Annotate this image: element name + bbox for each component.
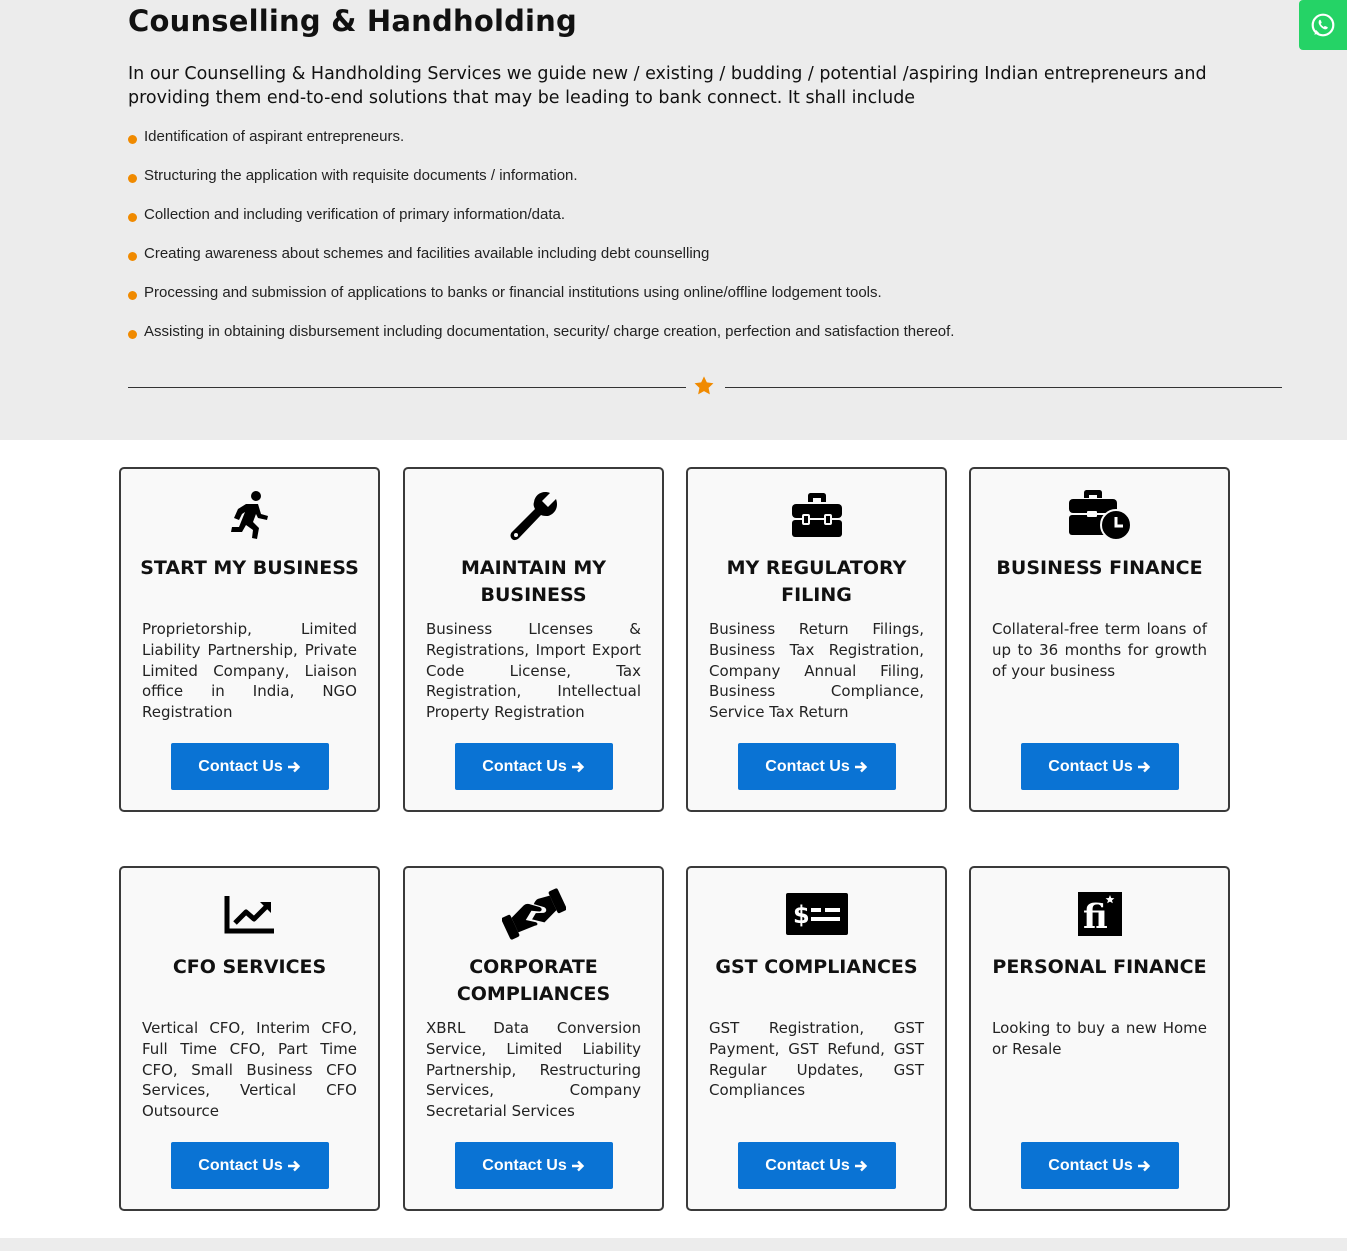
fi-logo-icon — [1077, 891, 1123, 937]
list-item: Structuring the application with requisite documents / information. — [128, 167, 954, 206]
whatsapp-icon — [1310, 12, 1336, 38]
contact-us-button[interactable]: Contact Us — [171, 743, 329, 790]
card-description: XBRL Data Conversion Service, Limited Liability Partnership, Restructuring Services, Company Secretarial Services — [426, 1019, 641, 1121]
service-card-gst-compliances — [686, 866, 947, 1211]
card-title: MAINTAIN MY BUSINESS — [460, 557, 607, 606]
contact-us-button[interactable]: Contact Us — [455, 743, 613, 790]
arrow-right-icon — [287, 1159, 301, 1173]
card-description: Collateral-free term loans of up to 36 months for growth of your business — [992, 620, 1207, 680]
arrow-right-icon — [854, 760, 868, 774]
star-icon — [693, 375, 715, 397]
bullet-dot-icon — [128, 174, 137, 183]
bullet-dot-icon — [128, 291, 137, 300]
contact-us-button[interactable]: Contact Us — [455, 1142, 613, 1189]
bullet-dot-icon — [128, 252, 137, 261]
card-title: CFO SERVICES — [172, 956, 327, 978]
arrow-right-icon — [1137, 1159, 1151, 1173]
counselling-section — [0, 0, 1347, 440]
card-title: CORPORATE COMPLIANCES — [456, 956, 611, 1005]
contact-us-button[interactable]: Contact Us — [738, 1142, 896, 1189]
divider-line-right — [725, 387, 1282, 388]
footer-strip — [0, 1238, 1347, 1251]
list-item: Creating awareness about schemes and facilities available including debt counselling — [128, 245, 954, 284]
card-title: GST COMPLIANCES — [715, 956, 918, 978]
card-title: START MY BUSINESS — [140, 557, 359, 579]
list-item: Collection and including verification of primary information/data. — [128, 206, 954, 245]
money-check-icon — [785, 891, 849, 937]
card-description: Business Return Filings, Business Tax Registration, Company Annual Filing, Business Compliance, Service Tax Return — [709, 620, 924, 722]
bullet-dot-icon — [128, 135, 137, 144]
service-card-personal-finance — [969, 866, 1230, 1211]
card-description: GST Registration, GST Payment, GST Refund, GST Regular Updates, GST Compliances — [709, 1019, 924, 1100]
svg-text:$: $ — [792, 901, 810, 929]
card-title: PERSONAL FINANCE — [992, 956, 1207, 978]
svg-text:fi: fi — [1082, 897, 1108, 937]
contact-us-button[interactable]: Contact Us — [738, 743, 896, 790]
contact-us-button[interactable]: Contact Us — [1021, 1142, 1179, 1189]
service-card-cfo-services — [119, 866, 380, 1211]
services-bullet-list — [128, 128, 954, 362]
card-description: Looking to buy a new Home or Resale — [992, 1019, 1207, 1058]
toolbox-icon — [791, 492, 843, 538]
whatsapp-button[interactable] — [1299, 0, 1347, 50]
list-item: Processing and submission of applications to banks or financial institutions using online/offline lodgement tools. — [128, 284, 954, 323]
card-title: MY REGULATORY FILING — [726, 557, 907, 606]
contact-us-button[interactable]: Contact Us — [171, 1142, 329, 1189]
card-description: Proprietorship, Limited Liability Partnership, Private Limited Company, Liaison office in India, NGO Registration — [142, 620, 357, 722]
arrow-right-icon — [571, 760, 585, 774]
list-item: Identification of aspirant entrepreneurs. — [128, 128, 954, 167]
wrench-icon — [508, 489, 560, 541]
service-card-start-my-business — [119, 467, 380, 812]
service-card-my-regulatory-filing — [686, 467, 947, 812]
list-item: Assisting in obtaining disbursement including documentation, security/ charge creation, perfection and satisfaction thereof. — [128, 323, 954, 362]
arrow-right-icon — [571, 1159, 585, 1173]
divider-line-left — [128, 387, 686, 388]
chart-line-icon — [224, 894, 276, 934]
section-divider — [128, 387, 1282, 407]
service-card-maintain-my-business — [403, 467, 664, 812]
card-description: Vertical CFO, Interim CFO, Full Time CFO, Part Time CFO, Small Business CFO Services, Vertical CFO Outsource — [142, 1019, 357, 1121]
handshake-icon — [502, 888, 566, 940]
running-person-icon — [228, 490, 272, 540]
arrow-right-icon — [1137, 760, 1151, 774]
bullet-dot-icon — [128, 330, 137, 339]
page-title: Counselling & Handholding — [128, 4, 577, 38]
arrow-right-icon — [287, 760, 301, 774]
arrow-right-icon — [854, 1159, 868, 1173]
service-card-business-finance — [969, 467, 1230, 812]
intro-paragraph: In our Counselling & Handholding Services we guide new / existing / budding / potential /aspiring Indian entrepreneurs and providing them end-to-end solutions that may be leading to bank connect. It shall include — [128, 64, 1207, 108]
service-card-corporate-compliances — [403, 866, 664, 1211]
business-time-icon — [1068, 489, 1132, 541]
card-description: Business LIcenses & Registrations, Import Export Code License, Tax Registration, Intellectual Property Registration — [426, 620, 641, 722]
card-title: BUSINESS FINANCE — [996, 557, 1203, 579]
contact-us-button[interactable]: Contact Us — [1021, 743, 1179, 790]
bullet-dot-icon — [128, 213, 137, 222]
